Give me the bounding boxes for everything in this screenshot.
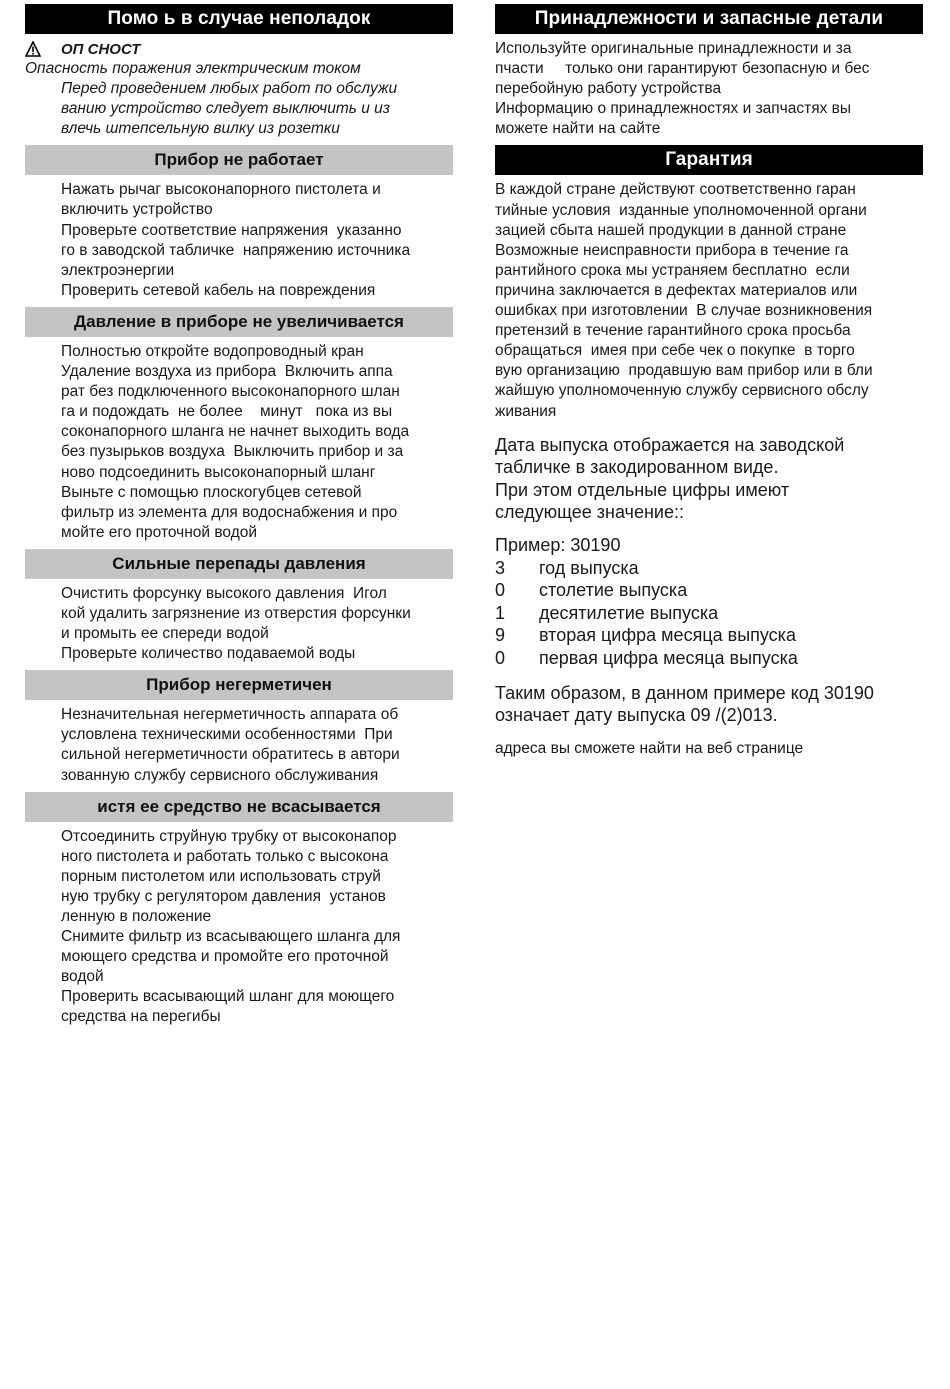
- text-line: средства на перегибы: [61, 1008, 221, 1026]
- text-line: табличке в закодированном виде.: [495, 457, 779, 478]
- text-line: электроэнергии: [61, 261, 175, 279]
- text-line: рантийного срока мы устраняем бесплатно если: [495, 261, 850, 279]
- example-row: [495, 602, 923, 625]
- text-line: Незначительная негерметичность аппарата об: [61, 706, 399, 724]
- section-header-detergent-not-sucked: истя ее средство не всасывается: [25, 792, 453, 822]
- example-digit: 0: [495, 580, 506, 601]
- warranty-title: Гарантия: [495, 145, 923, 175]
- text-line: зованную службу сервисного обслуживания: [61, 766, 379, 784]
- date-code-info: [495, 434, 923, 524]
- section-header-device-not-working: Прибор не работает: [25, 145, 453, 175]
- text-line: порным пистолетом или использовать струй: [61, 867, 381, 885]
- text-line: перебойную работу устройства: [495, 80, 722, 98]
- example-meaning: столетие выпуска: [539, 580, 688, 601]
- date-code-conclusion: [495, 682, 923, 727]
- text-line: га и подождать не более минут пока из вы: [61, 403, 393, 421]
- text-line: ново подсоединить высоконапорный шланг: [61, 463, 376, 481]
- left-column: [25, 4, 453, 1028]
- text-line: В каждой стране действуют соответственно гаран: [495, 181, 856, 199]
- example-meaning: десятилетие выпуска: [539, 602, 719, 623]
- example-digit: 9: [495, 625, 506, 646]
- text-line: Используйте оригинальные принадлежности и за: [495, 40, 852, 57]
- warning-instruction-line: Перед проведением любых работ по обслужи: [61, 80, 398, 98]
- text-line: Таким образом, в данном примере код 30190: [495, 682, 874, 703]
- text-line: Удаление воздуха из прибора Включить аппа: [61, 363, 393, 381]
- text-line: зацией сбыта нашей продукции в данной стране: [495, 221, 847, 239]
- warranty-body: [495, 180, 923, 421]
- text-line: включить устройство: [61, 201, 213, 219]
- text-line: При этом отдельные цифры имеют: [495, 479, 790, 500]
- section-body-device-leaking: [25, 705, 453, 785]
- section-body-pressure-fluctuations: [25, 584, 453, 664]
- warning-heading: [25, 39, 453, 59]
- example-digit: 3: [495, 557, 506, 578]
- example-row: [495, 579, 923, 602]
- text-line: ного пистолета и работать только с высокона: [61, 847, 389, 865]
- text-line: Возможные неисправности прибора в течение га: [495, 241, 849, 259]
- text-line: фильтр из элемента для водоснабжения и про: [61, 503, 398, 521]
- right-column: [495, 4, 923, 759]
- text-line: Дата выпуска отображается на заводской: [495, 434, 845, 455]
- section-header-pressure-fluctuations: Сильные перепады давления: [25, 549, 453, 579]
- text-line: без пузырьков воздуха Выключить прибор и за: [61, 443, 404, 461]
- text-line: ошибках при изготовлении В случае возникновения: [495, 302, 873, 320]
- example-digit: 0: [495, 647, 506, 668]
- text-line: Полностью откройте водопроводный кран: [61, 342, 364, 360]
- example-meaning: первая цифра месяца выпуска: [539, 647, 798, 668]
- text-line: вую организацию продавшую вам прибор или в бли: [495, 362, 873, 380]
- example-row: [495, 557, 923, 580]
- date-code-example: [495, 534, 923, 670]
- text-line: Информацию о принадлежностях и запчастях вы: [495, 100, 852, 118]
- warning-triangle-icon: [25, 41, 41, 57]
- example-row: [495, 624, 923, 647]
- text-line: пчасти только они гарантируют безопасную и бес: [495, 60, 870, 78]
- text-line: тийные условия изданные уполномоченной органи: [495, 201, 867, 219]
- warning-instruction-line: влечь штепсельную вилку из розетки: [61, 120, 340, 138]
- example-meaning: год выпуска: [539, 557, 639, 578]
- text-line: моющего средства и промойте его проточной: [61, 948, 389, 966]
- warning-text: Опасность поражения электрическим током: [25, 60, 361, 77]
- text-line: го в заводской табличке напряжению источника: [61, 241, 411, 259]
- text-line: сильной негерметичности обратитесь в автори: [61, 746, 400, 764]
- text-line: следующее значение::: [495, 502, 684, 523]
- text-line: водой: [61, 968, 104, 986]
- text-line: Отсоединить струйную трубку от высоконапор: [61, 827, 397, 845]
- section-body-detergent-not-sucked: [25, 827, 453, 1028]
- text-line: Проверьте количество подаваемой воды: [61, 645, 356, 663]
- example-meaning: вторая цифра месяца выпуска: [539, 625, 796, 646]
- text-line: Проверить сетевой кабель на повреждения: [61, 281, 376, 299]
- section-header-device-leaking: Прибор негерметичен: [25, 670, 453, 700]
- section-header-pressure-not-rising: Давление в приборе не увеличивается: [25, 307, 453, 337]
- section-body-pressure-not-rising: [25, 342, 453, 543]
- warning-title: ОП СНОСТ: [61, 40, 141, 58]
- text-line: причина заключается в дефектах материалов или: [495, 281, 858, 299]
- troubleshooting-title: Помо ь в случае неполадок: [25, 4, 453, 34]
- text-line: живания: [495, 402, 557, 420]
- addresses-note: адреса вы сможете найти на веб странице: [495, 739, 804, 757]
- text-line: мойте его проточной водой: [61, 523, 258, 541]
- text-line: Проверьте соответствие напряжения указанно: [61, 221, 402, 239]
- text-line: кой удалить загрязнение из отверстия форсунки: [61, 604, 411, 622]
- text-line: Проверить всасывающий шланг для моющего: [61, 988, 395, 1006]
- text-line: означает дату выпуска 09 /(2)013.: [495, 705, 778, 726]
- example-label: Пример: 30190: [495, 534, 621, 555]
- text-line: рат без подключенного высоконапорного шлан: [61, 383, 400, 401]
- text-line: Нажать рычаг высоконапорного пистолета и: [61, 181, 381, 199]
- text-line: Очистить форсунку высокого давления Игол: [61, 584, 387, 602]
- example-digit: 1: [495, 602, 506, 623]
- text-line: Снимите фильтр из всасывающего шланга для: [61, 928, 401, 946]
- text-line: ленную в положение: [61, 908, 212, 925]
- example-row: [495, 647, 923, 670]
- text-line: жайшую уполномоченную службу сервисного обслу: [495, 382, 869, 400]
- warning-instruction-line: ванию устройство следует выключить и из: [61, 100, 390, 118]
- text-line: претензий в течение гарантийного срока просьба: [495, 322, 851, 340]
- text-line: обращаться имея при себе чек о покупке в торго: [495, 342, 855, 360]
- section-body-device-not-working: [25, 180, 453, 301]
- text-line: ную трубку с регулятором давления установ: [61, 887, 386, 905]
- accessories-title: Принадлежности и запасные детали: [495, 4, 923, 34]
- text-line: условлена техническими особенностями При: [61, 726, 393, 744]
- text-line: и промыть ее спереди водой: [61, 625, 269, 643]
- text-line: можете найти на сайте: [495, 120, 661, 138]
- accessories-body: [495, 39, 923, 139]
- text-line: Выньте с помощью плоскогубцев сетевой: [61, 483, 362, 501]
- text-line: соконапорного шланга не начнет выходить вода: [61, 423, 410, 441]
